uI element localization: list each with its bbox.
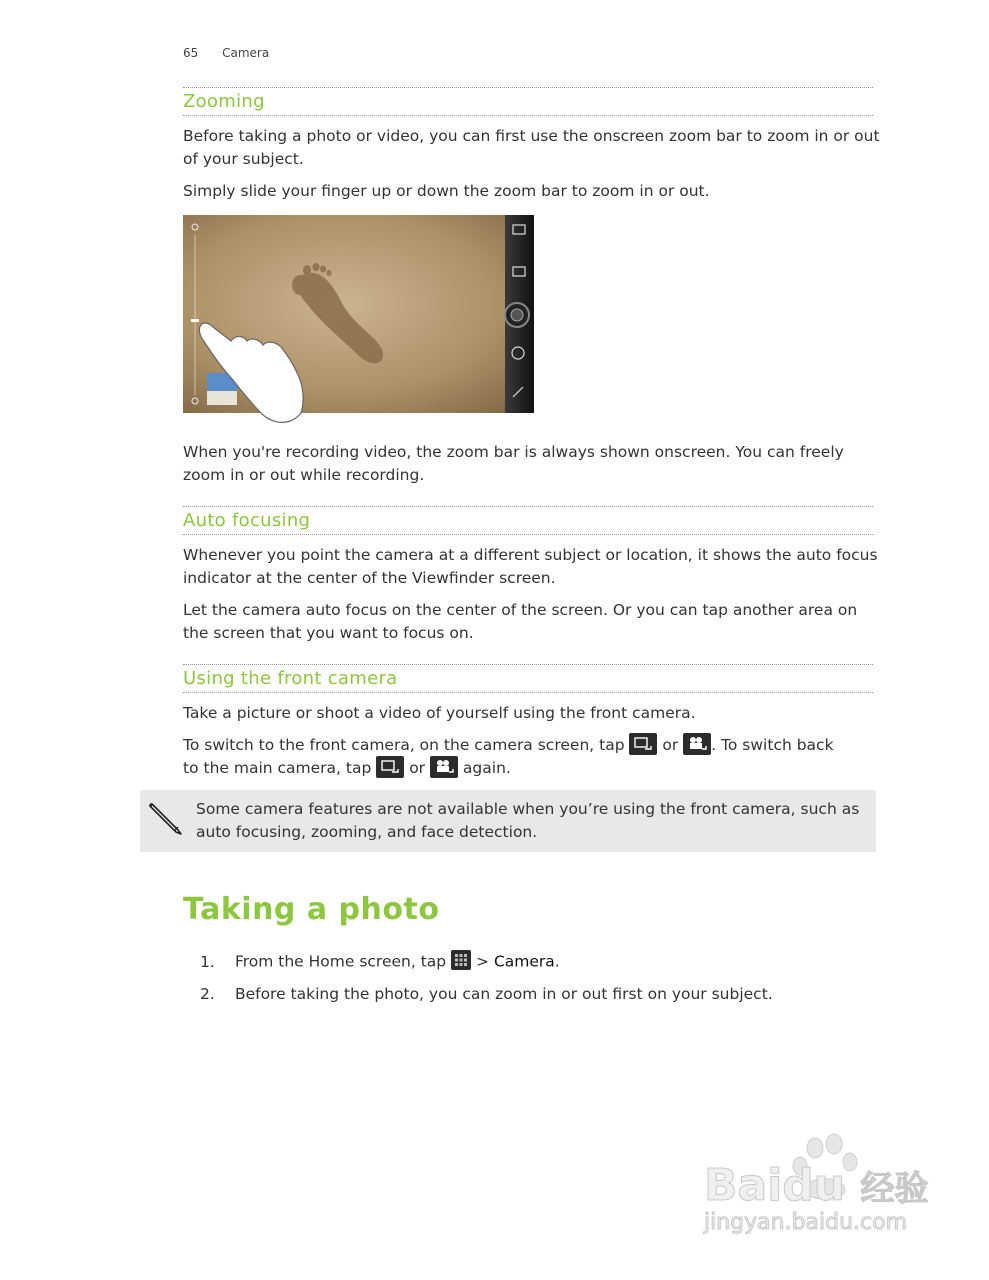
front-camera-paragraph-1: Take a picture or shoot a video of yourself using the front camera.: [183, 704, 696, 722]
divider: [183, 692, 873, 693]
watermark-brand: Baidu: [704, 1160, 846, 1211]
text: to the main camera, tap: [183, 759, 372, 777]
zooming-paragraph-1: Before taking a photo or video, you can first use the onscreen zoom bar to zoom in or out of your subject.: [183, 127, 880, 168]
step-1: [200, 952, 560, 972]
step-text: From the Home screen, tap: [234, 952, 447, 971]
text: . To switch back: [711, 736, 834, 754]
camera-zoom-screenshot: [183, 215, 534, 413]
divider: [183, 664, 873, 665]
divider: [183, 534, 873, 535]
divider: [183, 115, 873, 116]
front-camera-heading: Using the front camera: [183, 668, 398, 689]
auto-focusing-paragraph-2: Let the camera auto focus on the center of the screen. Or you can tap another area on the screen that you want to focus on.: [183, 601, 858, 642]
auto-focusing-paragraph-1: Whenever you point the camera at a different subject or location, it shows the auto focus indicator at the center of the Viewfinder screen.: [183, 546, 878, 587]
taking-photo-heading: Taking a photo: [183, 892, 440, 927]
zooming-heading: Zooming: [183, 91, 265, 112]
step-bold: Camera: [493, 952, 555, 971]
watermark-cn: 经验: [860, 1169, 929, 1209]
step-number: 2.: [200, 985, 215, 1003]
divider: [183, 506, 873, 507]
baidu-watermark: [700, 1130, 940, 1250]
video-switch-icon: [430, 756, 458, 778]
camera-switch-icon: [629, 733, 657, 755]
step-2: [200, 985, 773, 1003]
section-name: Camera: [222, 46, 270, 60]
note-text: Some camera features are not available when you’re using the front camera, such as auto focusing, zooming, and face detection.: [196, 800, 860, 841]
note-box: [140, 790, 876, 852]
pencil-icon: [148, 800, 184, 840]
page-number: 65: [183, 46, 199, 60]
zooming-paragraph-3: When you're recording video, the zoom bar is always shown onscreen. You can freely zoom in or out while recording.: [183, 443, 844, 484]
watermark-url: jingyan.baidu.com: [704, 1210, 908, 1235]
step-text: >: [476, 952, 489, 971]
step-number: 1.: [200, 952, 215, 971]
text: again.: [462, 759, 511, 777]
video-switch-icon: [683, 733, 711, 755]
step-text: Before taking the photo, you can zoom in or out first on your subject.: [234, 985, 773, 1003]
all-apps-icon: [451, 950, 471, 970]
camera-switch-icon: [376, 756, 404, 778]
step-text: .: [554, 952, 560, 971]
divider: [183, 87, 873, 88]
text: or: [409, 759, 426, 777]
auto-focusing-heading: Auto focusing: [183, 510, 311, 531]
zooming-paragraph-2: Simply slide your finger up or down the zoom bar to zoom in or out.: [183, 182, 710, 200]
text: To switch to the front camera, on the camera screen, tap: [183, 736, 625, 754]
page-header: [183, 46, 269, 60]
front-camera-paragraph-2: [183, 734, 883, 780]
text: or: [662, 736, 679, 754]
